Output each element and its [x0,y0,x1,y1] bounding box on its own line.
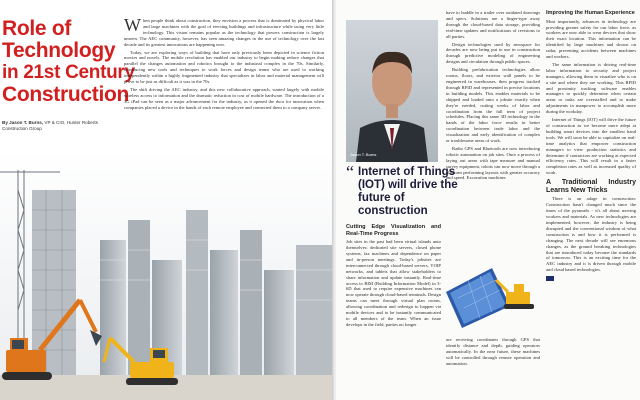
middle-paragraph-1: have to huddle in a trailer over outdated drawings and specs. Solutions are a finger-type away through the cloud-based data storage, providing real-time updates and notifications of revisions to all parties. [446,10,540,39]
byline [2,120,120,132]
drop-cap: W [124,15,141,35]
middle-paragraph-5: are receiving coordinates through GPS that identify distance and depth, guiding operators automatically. In the near future, these machines will be controlled through remote operation and automation. [446,337,540,366]
section-2-title: Improving the Human Experience [546,10,635,16]
construction-city-illustration [0,150,332,400]
author-photo [346,20,438,162]
intro-paragraph-1: hen people think about construction, they envision a process that is dominated by physical labor and large machines with the goal of erecting buildings and infrastructure while using very little technology. This vision remains popular as the technology that powers construction is largely unseen. The AEC community, however, has seen amazing changes in the use of technology over the last decade and its greatest innovations are happening now. [124,18,324,47]
middle-paragraph-4: Radio GPS and Bluetooth are now introducing robotic automation on job sites. Once a process of laying out areas with tape measure and manual survey equipment, robots can now move through a platform performing layouts with greater accuracy and speed. Excavation machines [446,145,540,181]
middle-column [446,10,540,183]
byline-author: By Jason T. Burns, [2,120,44,125]
title-line-3: in 21st Century [2,62,135,83]
end-of-article-icon [546,276,554,281]
title-line-4: Construction [2,83,130,106]
right-page [336,0,640,400]
section-1-title: Cutting Edge Visualization and Real-Time Progress [346,224,441,237]
right-column [546,10,636,281]
section-1-paragraph: Job sites in the past had been virtual islands unto themselves: dedicated site servers, closed phone systems, fax machines and dependence on paper and in-person meetings. Today's jobsites are interconnected through cloud-based servers, VOIP networks, and tablets that allow stakeholders to share information and update instantly. Real-time access to BIM (Building Information Model) in 3-6D that used to require expensive machines can now operate through cloud-based terminals. Design teams can meet through virtual plan rooms, allowing coordination and redesign to happen via mobile devices and to be instantly communicated to all members of the team. When an issue develops in the field, parties no longer [346,239,441,327]
right-paragraph-3: Internet of Things (IOT) will drive the future of construction as we become more adept at building smart devices into the smallest hand tools. We will soon be able to capitalize on real-time analytics that empower construction managers to view production statistics and determine if contractors are working at expected efficiency rates. This will result in a faster completion rates as well as increased quality of work. [546,117,636,176]
right-paragraph-4: There is an adage in construction: Construction hasn't changed much since the times of the pyramids - it's all about moving workers and materials. As new technologies are implemented, however, the industry is being disrupted and the conventional wisdom of what construction is and how it is performed is changing. The next decade will see enormous changes, as the ground breaking technologies that are introduced today become the standards of tomorrow. This is an exciting time for the AEC industry and it is driven through mobile and cloud based technologies. [546,196,636,273]
tablet-excavator-illustration [440,262,542,332]
section-1-column [346,224,441,330]
intro-paragraph-3: The shift driving the AEC industry, and this new collaborative approach, started largely with mobile wireless access to information and the dramatic reduction in cost of mobile hardware. The introduction of a 3G iPad can be seen as a major advancement for the industry, as it opened the door for innovation when companies placed a device in the hands of each remote employee and connected them to a company server. [124,86,324,110]
right-paragraph-2: The same information is driving real-time labor information to security and project managers, allowing them to visualize who is on a site and where they are working. This RFID and proximity tracking software enables managers to quickly determine when certain areas or tasks are overstaffed and to make adjustments in manpower to accomplish more during the workday. [546,61,636,115]
article-title [2,17,135,106]
byline-role: VP & CIO, Hunter Roberts Construction Group [2,120,98,131]
photo-caption: Jason T. Burns [350,152,377,157]
intro-paragraph-2: Today, we are exploring ways of building that have only previously been depicted in science fiction movies and novels. The mobile revolution has enabled our industry to begin making reduce changes that parallel the changes automation and robotics brought to the industrial complex in the 70s. Similarly, introducing new tools and techniques to work forces and design teams who are used to working independently within a highly fragmented industry that specializes in labor and material management will prove to be just as difficult as it was in the 70s. [124,49,324,85]
middle-paragraph-3: Building prefabrication technologies allow rooms, floors, and exterior wall panels to be engineered in warehouses, then progress tracked through RFID and represented in precise locations in building models. This enables materials to be shipped and loaded onto a jobsite exactly when they're needed, cutting weeks of labor and coordination from the full term of project schedules. Placing this same 3D technology in the hands of the labor force results in better coordination between trade labor and the visualization and early identification of complex or troublesome areas of work. [446,67,540,144]
author-portrait-image [346,20,438,162]
title-line-1: Role of [2,17,72,40]
section-3-title: A Traditional Industry Learns New Tricks [546,179,636,194]
middle-paragraph-2: Design technologies used by aerospace for decades are now being put to use in construction through predictive modeling of engineering designs and circulation through public spaces. [446,41,540,65]
title-line-2: Technology [2,39,116,62]
right-paragraph-1: Most importantly, advances in technology are providing greater safety for our labor force, as workers are now able to wear devices that show their exact location. This information can be identified by large machines and shown on radar, preventing accidents between machines and workers. [546,18,636,60]
pull-quote: Internet of Things (IOT) will drive the future of construction [358,166,458,217]
middle-column-bottom [446,337,540,369]
intro-column [124,15,324,113]
quote-mark-icon: “ [346,162,354,182]
